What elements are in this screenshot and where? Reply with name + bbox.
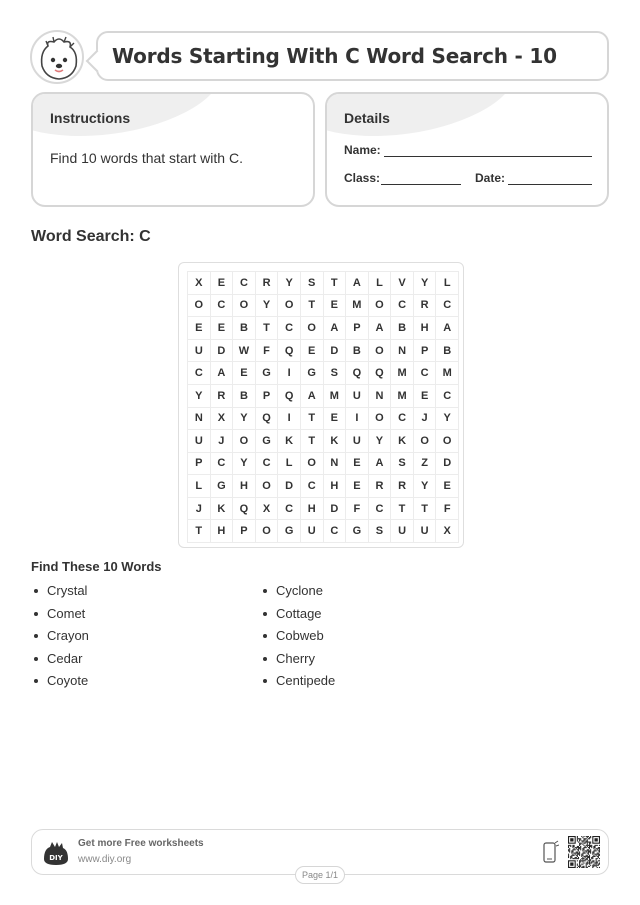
- grid-cell: S: [301, 272, 324, 295]
- grid-cell: Y: [233, 453, 256, 476]
- grid-cell: O: [301, 453, 324, 476]
- grid-cell: Q: [369, 362, 392, 385]
- grid-cell: E: [211, 317, 234, 340]
- grid-cell: G: [278, 520, 301, 543]
- grid-cell: C: [278, 498, 301, 521]
- grid-cell: Q: [256, 408, 279, 431]
- grid-cell: C: [436, 295, 459, 318]
- grid-cell: K: [278, 430, 301, 453]
- grid-cell: T: [256, 317, 279, 340]
- grid-cell: D: [211, 340, 234, 363]
- grid-cell: E: [346, 475, 369, 498]
- grid-cell: T: [391, 498, 414, 521]
- grid-cell: R: [256, 272, 279, 295]
- grid-cell: E: [414, 385, 437, 408]
- grid-cell: N: [324, 453, 347, 476]
- grid-cell: Q: [278, 385, 301, 408]
- grid-cell: U: [301, 520, 324, 543]
- grid-cell: O: [256, 520, 279, 543]
- grid-cell: G: [256, 362, 279, 385]
- word-search-grid: [187, 271, 459, 543]
- grid-cell: P: [188, 453, 211, 476]
- grid-cell: L: [436, 272, 459, 295]
- grid-cell: A: [369, 453, 392, 476]
- grid-cell: N: [391, 340, 414, 363]
- word-list-item: Crystal: [31, 581, 89, 604]
- grid-cell: C: [256, 453, 279, 476]
- word-list-item: Cobweb: [260, 626, 335, 649]
- grid-cell: J: [414, 408, 437, 431]
- footer-tagline: Get more Free worksheets: [78, 838, 204, 849]
- grid-cell: O: [278, 295, 301, 318]
- grid-cell: M: [436, 362, 459, 385]
- grid-cell: E: [301, 340, 324, 363]
- grid-cell: B: [346, 340, 369, 363]
- mascot-avatar: [30, 30, 84, 84]
- grid-cell: G: [346, 520, 369, 543]
- grid-cell: O: [369, 408, 392, 431]
- grid-cell: U: [346, 385, 369, 408]
- grid-cell: Z: [414, 453, 437, 476]
- grid-cell: S: [369, 520, 392, 543]
- grid-cell: O: [188, 295, 211, 318]
- class-field[interactable]: [381, 184, 461, 185]
- grid-cell: O: [256, 475, 279, 498]
- page-title: Words Starting With C Word Search - 10: [112, 44, 557, 68]
- grid-cell: Y: [436, 408, 459, 431]
- grid-cell: T: [301, 295, 324, 318]
- grid-cell: C: [278, 317, 301, 340]
- grid-cell: H: [233, 475, 256, 498]
- grid-cell: U: [346, 430, 369, 453]
- puzzle-title: Word Search: C: [31, 228, 151, 245]
- grid-cell: O: [369, 295, 392, 318]
- mascot-icon: [32, 32, 84, 84]
- grid-cell: D: [324, 498, 347, 521]
- page-number: Page 1/1: [295, 866, 345, 884]
- qr-code-icon: [568, 836, 600, 868]
- grid-cell: B: [233, 385, 256, 408]
- grid-cell: U: [188, 430, 211, 453]
- grid-cell: C: [369, 498, 392, 521]
- grid-cell: A: [324, 317, 347, 340]
- grid-cell: T: [414, 498, 437, 521]
- grid-cell: D: [324, 340, 347, 363]
- grid-cell: R: [369, 475, 392, 498]
- grid-cell: M: [391, 385, 414, 408]
- grid-cell: R: [211, 385, 234, 408]
- grid-cell: C: [391, 295, 414, 318]
- footer-url-link[interactable]: www.diy.org: [78, 854, 132, 865]
- word-list-item: Centipede: [260, 671, 335, 694]
- grid-cell: C: [233, 272, 256, 295]
- grid-cell: E: [346, 453, 369, 476]
- grid-cell: H: [211, 520, 234, 543]
- grid-cell: D: [436, 453, 459, 476]
- grid-cell: N: [369, 385, 392, 408]
- grid-cell: S: [391, 453, 414, 476]
- word-list-item: Cottage: [260, 604, 335, 627]
- grid-cell: J: [188, 498, 211, 521]
- details-card: [325, 92, 609, 207]
- grid-cell: X: [256, 498, 279, 521]
- grid-cell: Y: [414, 475, 437, 498]
- grid-cell: G: [256, 430, 279, 453]
- instructions-text: Find 10 words that start with C.: [50, 150, 243, 166]
- grid-cell: P: [346, 317, 369, 340]
- grid-cell: F: [436, 498, 459, 521]
- grid-cell: C: [324, 520, 347, 543]
- grid-cell: C: [188, 362, 211, 385]
- grid-cell: I: [346, 408, 369, 431]
- grid-cell: E: [436, 475, 459, 498]
- grid-cell: U: [188, 340, 211, 363]
- word-list-item: Coyote: [31, 671, 89, 694]
- word-search-frame: [178, 262, 464, 548]
- grid-cell: X: [188, 272, 211, 295]
- grid-cell: A: [301, 385, 324, 408]
- word-list-item: Crayon: [31, 626, 89, 649]
- name-field[interactable]: [384, 156, 592, 157]
- grid-cell: B: [391, 317, 414, 340]
- word-list-item: Comet: [31, 604, 89, 627]
- word-list-item: Cedar: [31, 649, 89, 672]
- grid-cell: I: [278, 408, 301, 431]
- grid-cell: P: [233, 520, 256, 543]
- grid-cell: K: [391, 430, 414, 453]
- grid-cell: O: [233, 295, 256, 318]
- grid-cell: Y: [233, 408, 256, 431]
- grid-cell: A: [369, 317, 392, 340]
- grid-cell: V: [391, 272, 414, 295]
- grid-cell: C: [436, 385, 459, 408]
- word-list-item: Cherry: [260, 649, 335, 672]
- grid-cell: U: [391, 520, 414, 543]
- grid-cell: Y: [369, 430, 392, 453]
- grid-cell: L: [278, 453, 301, 476]
- instructions-heading: Instructions: [50, 110, 131, 126]
- grid-cell: A: [346, 272, 369, 295]
- grid-cell: M: [324, 385, 347, 408]
- diy-logo-icon[interactable]: [42, 839, 70, 867]
- grid-cell: M: [391, 362, 414, 385]
- grid-cell: T: [301, 408, 324, 431]
- class-label: Class:: [344, 171, 381, 185]
- grid-cell: P: [256, 385, 279, 408]
- grid-cell: R: [414, 295, 437, 318]
- grid-cell: D: [278, 475, 301, 498]
- grid-cell: E: [211, 272, 234, 295]
- grid-cell: F: [346, 498, 369, 521]
- logo-text: DIY: [49, 854, 63, 862]
- grid-cell: G: [211, 475, 234, 498]
- grid-cell: O: [436, 430, 459, 453]
- grid-cell: H: [414, 317, 437, 340]
- grid-cell: N: [188, 408, 211, 431]
- grid-cell: C: [211, 295, 234, 318]
- grid-cell: Y: [414, 272, 437, 295]
- title-banner: [96, 31, 609, 81]
- grid-cell: C: [301, 475, 324, 498]
- grid-cell: C: [414, 362, 437, 385]
- name-label: Name:: [344, 143, 381, 157]
- grid-cell: X: [211, 408, 234, 431]
- grid-cell: C: [391, 408, 414, 431]
- grid-cell: A: [211, 362, 234, 385]
- grid-cell: W: [233, 340, 256, 363]
- grid-cell: R: [391, 475, 414, 498]
- grid-cell: P: [414, 340, 437, 363]
- grid-cell: B: [436, 340, 459, 363]
- grid-cell: T: [301, 430, 324, 453]
- grid-cell: G: [301, 362, 324, 385]
- grid-cell: K: [211, 498, 234, 521]
- grid-cell: A: [436, 317, 459, 340]
- grid-cell: B: [233, 317, 256, 340]
- grid-cell: Y: [256, 295, 279, 318]
- grid-cell: E: [324, 408, 347, 431]
- word-list-item: Cyclone: [260, 581, 335, 604]
- grid-cell: K: [324, 430, 347, 453]
- grid-cell: J: [211, 430, 234, 453]
- grid-cell: O: [301, 317, 324, 340]
- grid-cell: U: [414, 520, 437, 543]
- grid-cell: I: [278, 362, 301, 385]
- grid-cell: O: [414, 430, 437, 453]
- grid-cell: L: [188, 475, 211, 498]
- grid-cell: Y: [278, 272, 301, 295]
- grid-cell: C: [211, 453, 234, 476]
- word-list-column-a: [31, 581, 89, 694]
- grid-cell: O: [369, 340, 392, 363]
- grid-cell: Q: [278, 340, 301, 363]
- grid-cell: E: [324, 295, 347, 318]
- details-heading: Details: [344, 110, 390, 126]
- grid-cell: L: [369, 272, 392, 295]
- grid-cell: T: [324, 272, 347, 295]
- grid-cell: H: [301, 498, 324, 521]
- word-list-column-b: [260, 581, 335, 694]
- word-list-title: Find These 10 Words: [31, 559, 162, 574]
- grid-cell: E: [233, 362, 256, 385]
- grid-cell: X: [436, 520, 459, 543]
- grid-cell: O: [233, 430, 256, 453]
- date-label: Date:: [475, 171, 506, 185]
- grid-cell: E: [188, 317, 211, 340]
- grid-cell: Q: [233, 498, 256, 521]
- date-field[interactable]: [508, 184, 592, 185]
- grid-cell: H: [324, 475, 347, 498]
- grid-cell: M: [346, 295, 369, 318]
- phone-icon: [543, 840, 559, 864]
- instructions-card: [31, 92, 315, 207]
- grid-cell: T: [188, 520, 211, 543]
- grid-cell: F: [256, 340, 279, 363]
- grid-cell: Y: [188, 385, 211, 408]
- grid-cell: Q: [346, 362, 369, 385]
- grid-cell: S: [324, 362, 347, 385]
